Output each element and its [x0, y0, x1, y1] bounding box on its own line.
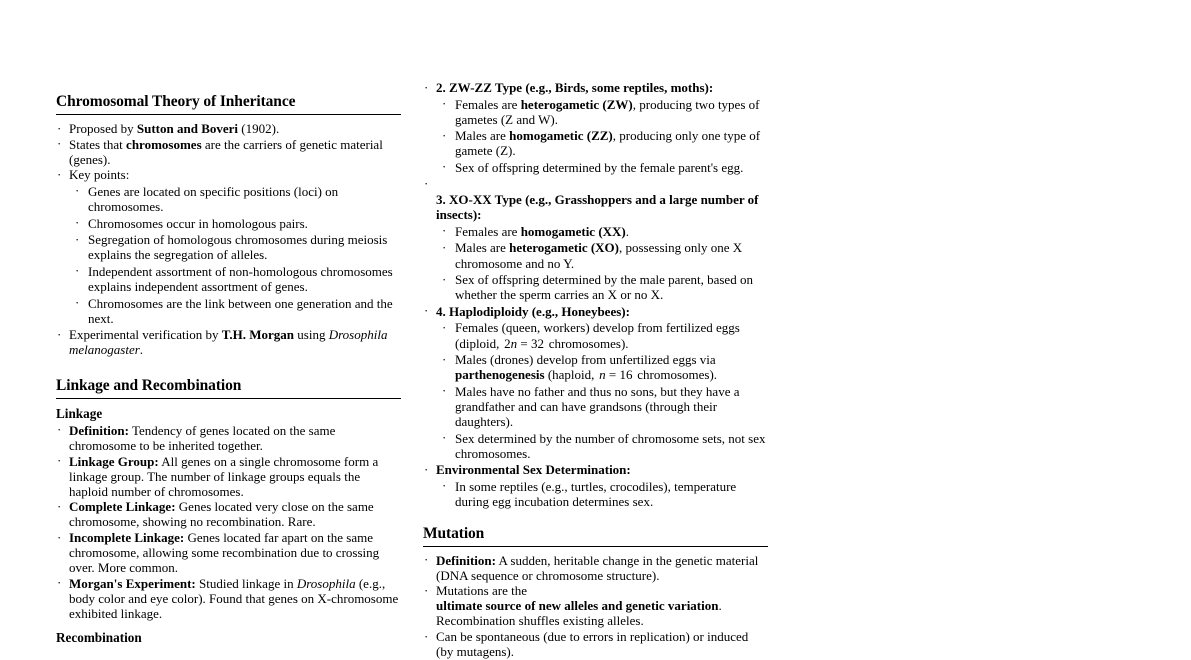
list-item-text-suffix: are the carriers of genetic material (genes).: [69, 136, 383, 167]
list-item-text-prefix: Mutations are the: [436, 583, 527, 599]
bullet-icon: ·: [57, 120, 62, 136]
list-item: [56, 530, 401, 575]
bullet-icon: ·: [57, 453, 62, 469]
bullet-icon: ·: [442, 239, 447, 255]
term-label: Complete Linkage:: [69, 499, 176, 515]
bullet-icon: ·: [424, 628, 429, 644]
list-item-text: Segregation of homologous chromosomes during meiosis explains the segregation of alleles.: [88, 232, 388, 263]
term-label: Morgan's Experiment:: [69, 575, 196, 591]
list-item: [441, 320, 768, 350]
section-heading-mutation: Mutation: [423, 524, 485, 542]
list-item: [56, 423, 401, 453]
list-item: [441, 479, 768, 509]
list-item-text-suffix: .: [139, 342, 144, 358]
list-item-text-prefix: Experimental verification by: [69, 327, 222, 343]
list-item-text: Sex determined by the number of chromosome sets, not sex chromosomes.: [455, 430, 766, 461]
bullet-icon: ·: [424, 461, 429, 477]
list-item-text-prefix: Males are: [455, 128, 510, 144]
linkage-list: [56, 423, 401, 621]
left-column: [56, 92, 401, 647]
term-description: All genes on a single chromosome form a linkage group. The number of linkage groups equals the haploid number of chromosomes.: [69, 453, 379, 499]
list-item: [56, 327, 401, 357]
list-item: [441, 384, 768, 429]
subsection-heading-linkage: Linkage: [56, 405, 103, 421]
environmental-sublist: [436, 479, 768, 509]
heading-rule: [423, 546, 768, 547]
term-label: Incomplete Linkage:: [69, 530, 185, 546]
list-item: [441, 128, 768, 158]
list-item-text-prefix: Females are: [455, 223, 521, 239]
list-item-text-bold: chromosomes: [126, 136, 202, 152]
type-title: 3. XO-XX Type (e.g., Grasshoppers and a large number of insects):: [436, 192, 759, 223]
mutation-list: [423, 553, 768, 660]
list-item-text-bold: heterogametic (ZW): [520, 96, 633, 112]
math-coefficient: 2: [504, 335, 511, 351]
species-name-italic: Drosophila: [296, 575, 356, 591]
list-item-text-suffix: , possessing only one X chromosome and no Y.: [455, 240, 743, 271]
list-item: [74, 296, 401, 326]
list-item: [74, 232, 401, 262]
right-column: [423, 80, 768, 660]
list-item: [423, 583, 768, 628]
species-name-italic: Drosophila melanogaster: [69, 327, 388, 358]
math-variable: n: [510, 335, 518, 351]
math-expression: [598, 367, 634, 382]
bullet-icon: ·: [75, 263, 80, 279]
bullet-icon: ·: [442, 127, 447, 143]
zw-zz-sublist: [436, 97, 768, 175]
list-item: [56, 499, 401, 529]
list-item: [423, 80, 768, 175]
term-description: Genes located far apart on the same chromosome, allowing some recombination due to crossing over. More common.: [69, 530, 380, 576]
list-item: [423, 192, 768, 302]
math-operator: =: [520, 335, 528, 351]
bullet-icon: ·: [57, 498, 62, 514]
bullet-icon: ·: [57, 326, 62, 342]
list-item: [56, 137, 401, 167]
xo-xx-sublist: [436, 224, 768, 302]
list-item-text-bold: homogametic (XX): [520, 223, 626, 239]
section-spacer: [423, 511, 768, 524]
list-item: [441, 272, 768, 302]
term-label: Definition:: [436, 552, 496, 568]
list-item-text-bold: Sutton and Boveri: [136, 121, 239, 136]
haplodiploidy-sublist: [436, 320, 768, 460]
list-item: [423, 304, 768, 461]
bullet-icon: ·: [75, 215, 80, 231]
list-item-text-prefix: Males (drones) develop from unfertilized eggs via: [455, 352, 716, 368]
term-description: A sudden, heritable change in the genetic material (DNA sequence or chromosome structure).: [436, 552, 759, 583]
list-item: [423, 553, 768, 583]
list-item-text-suffix: chromosomes).: [633, 367, 718, 383]
list-item: [423, 629, 768, 659]
list-item-text-bold: ultimate source of new alleles and genetic variation: [436, 598, 719, 614]
math-expression: [503, 336, 546, 351]
list-item: [441, 160, 768, 175]
list-item-text-prefix: States that: [69, 136, 127, 152]
bullet-icon: ·: [442, 223, 447, 239]
list-item-text: In some reptiles (e.g., turtles, crocodiles), temperature during egg incubation determines sex.: [455, 478, 737, 509]
math-operator: =: [608, 367, 617, 383]
list-item-text-mid: (haploid,: [544, 367, 598, 383]
subsection-heading-recombination: Recombination: [56, 629, 142, 645]
math-value: 32: [531, 335, 545, 351]
term-label: Linkage Group:: [69, 453, 159, 469]
list-item-text-suffix: , producing two types of gametes (Z and W).: [455, 96, 760, 127]
list-item: [56, 454, 401, 499]
math-value: 16: [619, 367, 633, 383]
sex-determination-list: [423, 80, 768, 509]
heading-rule: [56, 114, 401, 115]
list-item-text-bold: T.H. Morgan: [221, 327, 295, 343]
list-item-text-suffix: . Recombination shuffles existing alleles.: [436, 598, 722, 629]
list-item-text-bold: homogametic (ZZ): [509, 128, 613, 144]
list-item: [441, 97, 768, 127]
bullet-icon: ·: [424, 552, 429, 568]
bullet-icon: ·: [442, 271, 447, 287]
bullet-icon: ·: [442, 478, 447, 494]
list-item-text-suffix: , producing only one type of gamete (Z).: [455, 128, 761, 159]
type-title: 4. Haplodiploidy (e.g., Honeybees):: [436, 303, 630, 319]
bullet-icon: ·: [75, 183, 80, 199]
list-item: [56, 167, 401, 325]
list-item: [74, 216, 401, 231]
list-item-text: Males have no father and thus no sons, but they have a grandfather and can have grandsons (through their daughters).: [455, 383, 740, 429]
list-item-text-suffix: .: [625, 223, 630, 239]
bullet-icon: ·: [57, 136, 62, 152]
bullet-icon: ·: [424, 303, 429, 319]
math-variable: n: [599, 367, 606, 383]
list-item-text-prefix: Females are: [455, 96, 521, 112]
bullet-icon: ·: [75, 295, 80, 311]
bullet-icon: ·: [75, 231, 80, 247]
section-spacer: [56, 358, 401, 376]
list-item-text-suffix: chromosomes).: [545, 335, 629, 351]
chromosomal-theory-list: [56, 121, 401, 357]
term-description: Tendency of genes located on the same chromosome to be inherited together.: [69, 422, 336, 453]
list-item: [441, 352, 768, 382]
term-label: Definition:: [69, 422, 129, 438]
section-heading-chromosomal-theory: Chromosomal Theory of Inheritance: [56, 93, 296, 110]
list-item-text: Independent assortment of non-homologous chromosomes explains independent assortment of genes.: [88, 263, 393, 294]
bullet-icon: ·: [424, 582, 429, 598]
term-description: Genes located very close on the same chromosome, showing no recombination. Rare.: [69, 499, 374, 530]
list-item: [441, 240, 768, 270]
bullet-icon: ·: [57, 575, 62, 591]
list-item-text-mid: using: [294, 327, 329, 343]
list-item-text: Sex of offspring determined by the female parent's egg.: [455, 159, 744, 175]
list-item-text: Genes are located on specific positions (loci) on chromosomes.: [88, 183, 339, 214]
bullet-icon: ·: [442, 383, 447, 399]
bullet-icon: ·: [57, 529, 62, 545]
list-item-text-prefix: Males are: [455, 240, 510, 256]
list-item: [56, 121, 401, 136]
list-item-text: Key points:: [69, 167, 130, 183]
bullet-icon: ·: [424, 79, 429, 95]
section-heading-linkage-recombination: Linkage and Recombination: [56, 376, 242, 394]
bullet-icon: ·: [57, 166, 62, 182]
bullet-icon: ·: [57, 422, 62, 438]
key-points-sublist: [69, 184, 401, 326]
list-item-text-prefix: Proposed by: [69, 121, 137, 136]
list-item-text: Sex of offspring determined by the male parent, based on whether the sperm carries an X or no X.: [455, 272, 753, 303]
list-item: [423, 462, 768, 509]
list-item-text: Chromosomes occur in homologous pairs.: [88, 215, 308, 231]
list-item: [74, 264, 401, 294]
section-spacer: [56, 622, 401, 629]
list-item-text-bold: heterogametic (XO): [509, 240, 619, 256]
heading-rule: [56, 398, 401, 399]
list-item-text-prefix: Females (queen, workers) develop from fertilized eggs (diploid,: [455, 320, 740, 351]
term-description-prefix: Studied linkage in: [195, 575, 297, 591]
term-description-suffix: (e.g., body color and eye color). Found that genes on X-chromosome exhibited linkage.: [69, 575, 399, 622]
list-item: [56, 576, 401, 621]
bullet-icon: ·: [442, 319, 447, 335]
bullet-icon: ·: [442, 96, 447, 112]
list-item: [441, 224, 768, 239]
list-item: [441, 431, 768, 461]
list-item-text-suffix: (1902).: [238, 121, 280, 136]
bullet-icon: ·: [442, 351, 447, 367]
term-label: Environmental Sex Determination:: [436, 462, 631, 478]
type-title: 2. ZW-ZZ Type (e.g., Birds, some reptiles, moths):: [436, 80, 714, 95]
bullet-icon: ·: [442, 159, 447, 175]
list-item-text: Chromosomes are the link between one generation and the next.: [88, 295, 393, 326]
list-item-text-bold: parthenogenesis: [455, 367, 545, 383]
list-item: [74, 184, 401, 214]
bullet-icon: ·: [424, 176, 429, 192]
list-item-empty: [423, 177, 768, 192]
list-item-text: Can be spontaneous (due to errors in replication) or induced (by mutagens).: [436, 629, 749, 660]
bullet-icon: ·: [442, 430, 447, 446]
